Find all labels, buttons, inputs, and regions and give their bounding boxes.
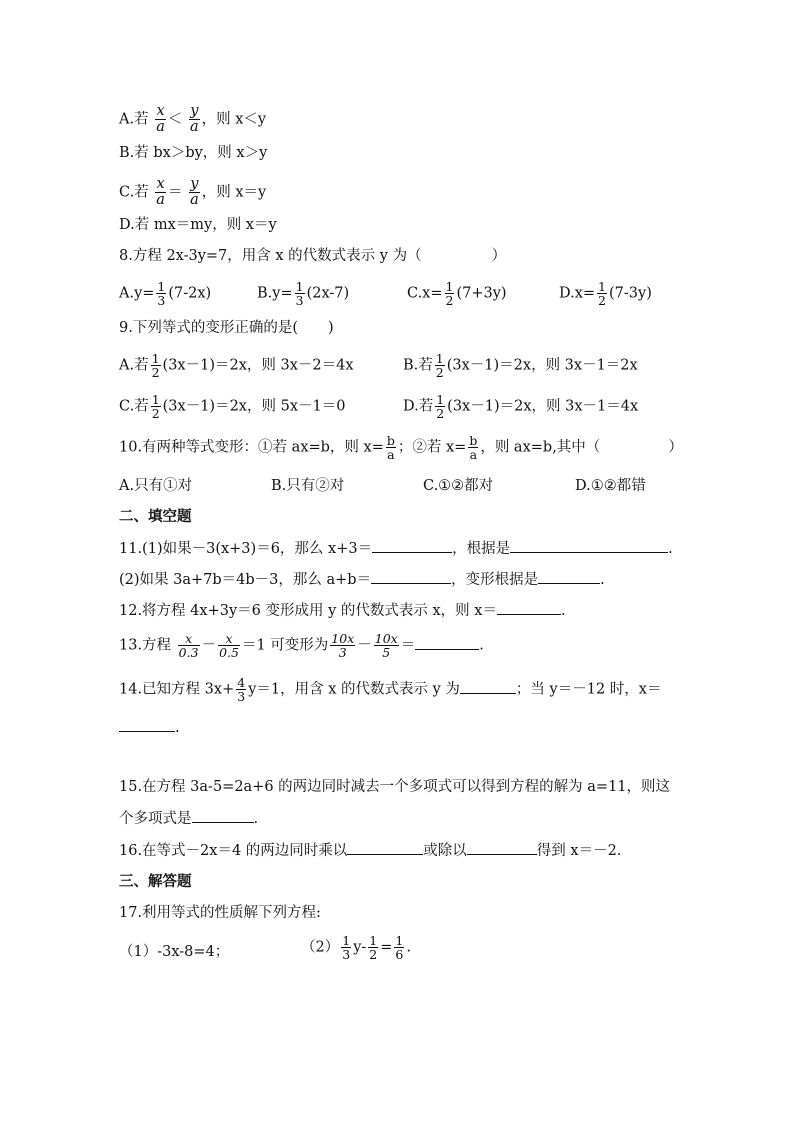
q10-options	[119, 476, 679, 496]
answer-blank[interactable]	[460, 679, 516, 694]
answer-blank[interactable]	[119, 717, 175, 732]
q8-option-d: D.x= $\frac{1}{2}$ (7-3y)	[559, 279, 652, 309]
q7-option-d: D.若 mx＝my，则 x＝y	[119, 217, 277, 233]
q17-part2: （2） $\frac{1}{3}$ y- $\frac{1}{2}$ = $\frac{1}{6}$ .	[301, 933, 411, 963]
answer-blank[interactable]	[371, 569, 451, 584]
q8-option-a: A.y= $\frac{1}{3}$ (7-2x)	[119, 279, 212, 309]
q10-option-a: A.只有①对	[119, 478, 193, 494]
fraction: $\frac{1}{2}$	[435, 351, 444, 381]
fraction: $\frac{10x}{5}$	[374, 631, 398, 661]
q10-stem: 10.有两种等式变形：①若 ax=b，则 x= $\frac{b}{a}$ ；②若 x= $\frac{b}{a}$ ，则 ax=b,其中（ ）	[119, 433, 683, 463]
fraction: $\frac{1}{2}$	[369, 933, 378, 963]
q17-parts	[119, 934, 679, 970]
q17-stem: 17.利用等式的性质解下列方程:	[119, 905, 321, 921]
fraction: $\frac{1}{2}$	[598, 279, 606, 309]
fraction: $\frac{x}{0.5}$	[219, 631, 239, 661]
q8-options	[119, 280, 679, 316]
fraction: $\frac{1}{2}$	[436, 392, 445, 422]
q14-line2: .	[119, 717, 180, 738]
answer-blank[interactable]	[415, 635, 479, 650]
fraction: $\frac{1}{2}$	[445, 279, 454, 309]
fraction: $\frac{x}{0.3}$	[178, 631, 199, 661]
answer-blank[interactable]	[347, 840, 423, 855]
q8-option-c: C.x= $\frac{1}{2}$ (7+3y)	[407, 279, 507, 309]
fraction: $\frac{10x}{3}$	[331, 631, 355, 661]
fraction: $\frac{1}{2}$	[151, 351, 160, 381]
q9-option-b: B.若 $\frac{1}{2}$ (3x－1)＝2x，则 3x－1＝2x	[403, 351, 638, 381]
answer-blank[interactable]	[497, 600, 561, 615]
q7-option-a: A.若 $\frac{x}{a}$ ＜ $\frac{y}{a}$ ，则 x＜y	[119, 103, 267, 136]
fraction: $\frac{b}{a}$	[386, 433, 395, 463]
q9-option-c: C.若 $\frac{1}{2}$ (3x－1)＝2x，则 5x－1＝0	[119, 392, 346, 422]
q10-option-c: C.①②都对	[423, 478, 494, 494]
section-heading-solve: 三、解答题	[119, 874, 192, 890]
fraction: $\frac{4}{3}$	[237, 675, 246, 705]
fraction: $\frac{1}{3}$	[342, 933, 351, 963]
q8-option-b: B.y= $\frac{1}{3}$ (2x-7)	[257, 279, 350, 309]
fraction: $\frac{1}{3}$	[295, 279, 304, 309]
fraction: $\frac{1}{6}$	[395, 933, 404, 963]
q9-options-row1	[119, 352, 679, 388]
fraction: $\frac{1}{2}$	[151, 392, 160, 422]
section-heading-fill-in: 二、填空题	[119, 509, 192, 525]
q10-option-d: D.①②都错	[575, 478, 646, 494]
q15-line1: 15.在方程 3a-5=2a+6 的两边同时减去一个多项式可以得到方程的解为 a=11，则这	[119, 779, 671, 795]
answer-blank[interactable]	[510, 538, 668, 553]
q16-line: 16.在等式－2x＝4 的两边同时乘以 或除以 得到 x＝－2.	[119, 840, 621, 861]
fraction: $\frac{y}{a}$	[189, 103, 199, 136]
q9-options-row2	[119, 393, 679, 429]
q12-line: 12.将方程 4x+3y＝6 变形成用 y 的代数式表示 x，则 x＝ .	[119, 600, 566, 621]
fraction: $\frac{x}{a}$	[156, 176, 165, 209]
q8-stem: 8.方程 2x-3y=7，用含 x 的代数式表示 y 为（ ）	[119, 248, 507, 264]
answer-blank[interactable]	[192, 808, 254, 823]
q14-line1: 14.已知方程 3x+ $\frac{4}{3}$ y＝1，用含 x 的代数式表示 y 为 ；当 y＝－12 时，x＝	[119, 675, 662, 705]
fraction: $\frac{x}{a}$	[156, 103, 165, 136]
q10-option-b: B.只有②对	[271, 478, 345, 494]
q9-option-a: A.若 $\frac{1}{2}$ (3x－1)＝2x，则 3x－2＝4x	[119, 351, 354, 381]
q9-stem: 9.下列等式的变形正确的是( )	[119, 320, 334, 336]
answer-blank[interactable]	[467, 840, 537, 855]
fraction: $\frac{b}{a}$	[469, 433, 478, 463]
q11-line1: 11.(1)如果－3(x+3)＝6，那么 x+3＝ ，根据是 .	[119, 538, 673, 559]
q11-line2: (2)如果 3a+7b＝4b－3，那么 a+b＝ ，变形根据是 .	[119, 569, 605, 590]
q7-option-b: B.若 bx＞by，则 x＞y	[119, 145, 268, 161]
q15-line2: 个多项式是 .	[119, 808, 258, 829]
answer-blank[interactable]	[538, 569, 600, 584]
q7-option-c: C.若 $\frac{x}{a}$ ＝ $\frac{y}{a}$ ，则 x＝y	[119, 176, 267, 209]
q9-option-d: D.若 $\frac{1}{2}$ (3x－1)＝2x，则 3x－1＝4x	[403, 392, 639, 422]
fraction: $\frac{y}{a}$	[190, 176, 199, 209]
answer-blank[interactable]	[372, 538, 452, 553]
q13-line: 13.方程 $\frac{x}{0.3}$ － $\frac{x}{0.5}$ ＝1 可变形为 $\frac{10x}{3}$ － $\frac{10x}{5}$ ＝ .	[119, 631, 484, 661]
q17-part1: （1）-3x-8=4；	[119, 944, 230, 960]
fraction: $\frac{1}{3}$	[157, 279, 166, 309]
